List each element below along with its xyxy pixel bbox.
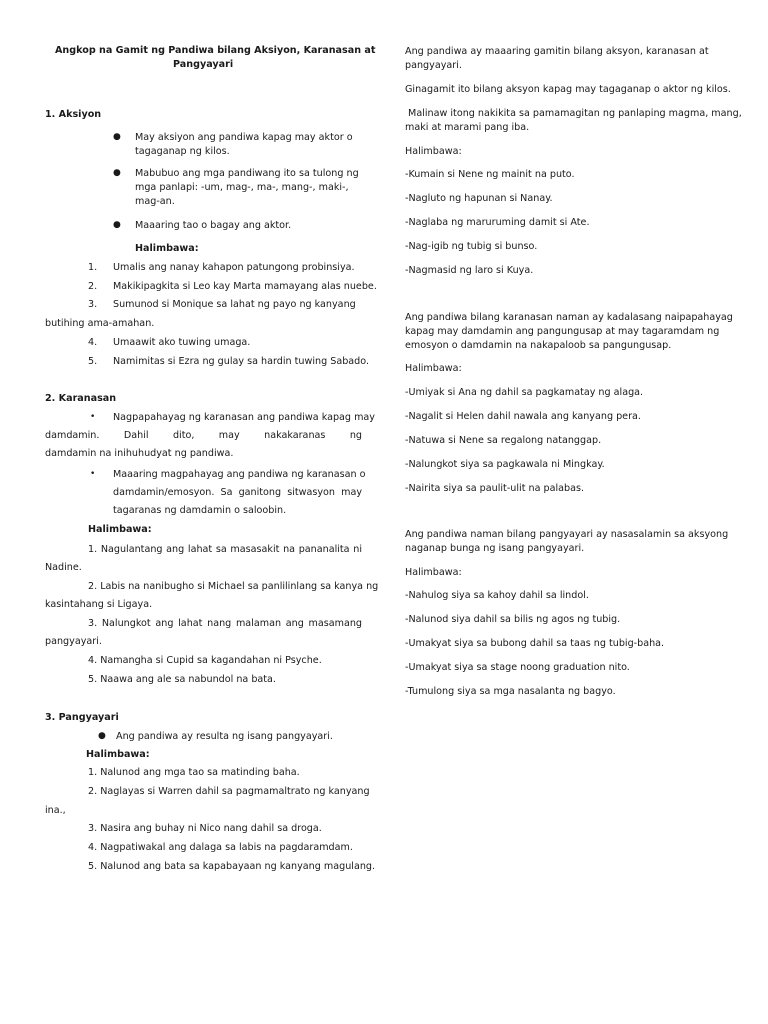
bullet-text: damdamin/emosyon. Sa ganitong sitwasyon may: [113, 487, 362, 498]
bullet-marker: ●: [113, 132, 121, 142]
example-text: 5. Nalunod ang bata sa kapabayaan ng kanyang magulang.: [88, 861, 376, 872]
example-text: -Tumulong siya sa mga nasalanta ng bagyo.: [405, 686, 616, 697]
example-text: -Naglaba ng maruruming damit si Ate.: [405, 217, 590, 228]
bullet-marker: ●: [113, 220, 121, 230]
example-text: -Nagalit si Helen dahil nawala ang kanyang pera.: [405, 411, 641, 422]
example-number: 1.: [88, 262, 98, 273]
bullet-text: mga panlapi: -um, mag-, ma-, mang-, maki-,: [135, 182, 349, 193]
bullet-text: Nagpapahayag ng karanasan ang pandiwa kapag may: [113, 412, 375, 423]
bullet-text: Ang pandiwa ay resulta ng isang pangyayari.: [116, 731, 333, 742]
bullet-marker: ●: [113, 168, 121, 178]
example-text: 2. Labis na nanibugho si Michael sa panlilinlang sa kanya ng: [88, 581, 379, 592]
section-heading-karanasan: 2. Karanasan: [45, 393, 117, 404]
paragraph-line: maki at marami pang iba.: [405, 122, 530, 133]
bullet-text: damdamin. Dahil dito, may nakakaranas ng: [45, 430, 362, 441]
bullet-text: tagaganap ng kilos.: [135, 146, 230, 157]
example-text: 4. Nagpatiwakal ang dalaga sa labis na pagdaramdam.: [88, 842, 353, 853]
example-text: -Natuwa si Nene sa regalong natanggap.: [405, 435, 602, 446]
paragraph-line: Ang pandiwa ay maaaring gamitin bilang aksyon, karanasan at: [405, 46, 709, 57]
example-text: -Nagmasid ng laro si Kuya.: [405, 265, 534, 276]
bullet-text: May aksiyon ang pandiwa kapag may aktor o: [135, 132, 353, 143]
bullet-text: damdamin na inihuhudyat ng pandiwa.: [45, 448, 234, 459]
example-text: Umaawit ako tuwing umaga.: [113, 337, 251, 348]
bullet-marker: ●: [98, 731, 106, 741]
halimbawa-label: Halimbawa:: [405, 363, 462, 374]
example-text: -Nairita siya sa paulit-ulit na palabas.: [405, 483, 585, 494]
section-heading-aksiyon: 1. Aksiyon: [45, 109, 102, 120]
example-text-continued: pangyayari.: [45, 636, 102, 647]
paragraph-line: pangyayari.: [405, 60, 462, 71]
halimbawa-label: Halimbawa:: [405, 146, 462, 157]
paragraph-line: Ang pandiwa bilang karanasan naman ay kadalasang naipapahayag: [405, 312, 733, 323]
halimbawa-label: Halimbawa:: [88, 524, 152, 535]
example-number: 2.: [88, 281, 98, 292]
halimbawa-label: Halimbawa:: [86, 749, 150, 760]
example-number: 4.: [88, 337, 98, 348]
example-text-continued: butihing ama-amahan.: [45, 318, 155, 329]
paragraph-line: Malinaw itong nakikita sa pamamagitan ng panlaping magma, mang,: [405, 108, 742, 119]
example-text: -Kumain si Nene ng mainit na puto.: [405, 169, 575, 180]
bullet-text: Mabubuo ang mga pandiwang ito sa tulong ng: [135, 168, 359, 179]
bullet-text: tagaranas ng damdamin o saloobin.: [113, 505, 287, 516]
bullet-text: Maaaring magpahayag ang pandiwa ng karanasan o: [113, 469, 366, 480]
halimbawa-label: Halimbawa:: [135, 243, 199, 254]
example-text: -Nalunod siya dahil sa bilis ng agos ng tubig.: [405, 614, 621, 625]
example-text: Namimitas si Ezra ng gulay sa hardin tuwing Sabado.: [113, 356, 370, 367]
paragraph-line: Ginagamit ito bilang aksyon kapag may tagaganap o aktor ng kilos.: [405, 84, 731, 95]
document-title-line1: Angkop na Gamit ng Pandiwa bilang Aksiyon, Karanasan at: [55, 45, 376, 56]
example-text: 4. Namangha si Cupid sa kagandahan ni Psyche.: [88, 655, 322, 666]
paragraph-line: kapag may damdamin ang pangungusap at may tagaramdam ng: [405, 326, 720, 337]
example-text-continued: ina.,: [45, 805, 66, 816]
example-text: 3. Nalungkot ang lahat nang malaman ang masamang: [88, 618, 362, 629]
example-text: -Umiyak si Ana ng dahil sa pagkamatay ng alaga.: [405, 387, 644, 398]
example-text: Umalis ang nanay kahapon patungong probinsiya.: [113, 262, 355, 273]
bullet-text: mag-an.: [135, 196, 175, 207]
example-text: 1. Nagulantang ang lahat sa masasakit na pananalita ni: [88, 544, 362, 555]
example-text: -Nalungkot siya sa pagkawala ni Mingkay.: [405, 459, 605, 470]
bullet-marker: •: [90, 469, 96, 479]
paragraph-line: Ang pandiwa naman bilang pangyayari ay nasasalamin sa aksyong: [405, 529, 729, 540]
example-text: 3. Nasira ang buhay ni Nico nang dahil sa droga.: [88, 823, 322, 834]
example-text: -Umakyat siya sa bubong dahil sa taas ng tubig-baha.: [405, 638, 665, 649]
example-text: Sumunod si Monique sa lahat ng payo ng kanyang: [113, 299, 356, 310]
example-text: -Nagluto ng hapunan si Nanay.: [405, 193, 553, 204]
bullet-text: Maaaring tao o bagay ang aktor.: [135, 220, 292, 231]
example-number: 3.: [88, 299, 98, 310]
example-text: -Nahulog siya sa kahoy dahil sa lindol.: [405, 590, 589, 601]
example-text: Makikipagkita si Leo kay Marta mamayang alas nuebe.: [113, 281, 377, 292]
paragraph-line: naganap bunga ng isang pangyayari.: [405, 543, 585, 554]
example-text: 5. Naawa ang ale sa nabundol na bata.: [88, 674, 276, 685]
section-heading-pangyayari: 3. Pangyayari: [45, 712, 119, 723]
paragraph-line: emosyon o damdamin na nakapaloob sa pangungusap.: [405, 340, 672, 351]
example-text: -Umakyat siya sa stage noong graduation nito.: [405, 662, 630, 673]
example-text-continued: kasintahang si Ligaya.: [45, 599, 153, 610]
example-text: -Nag-igib ng tubig si bunso.: [405, 241, 538, 252]
document-title-line2: Pangyayari: [173, 59, 234, 70]
example-number: 5.: [88, 356, 98, 367]
bullet-marker: •: [90, 412, 96, 422]
example-text-continued: Nadine.: [45, 562, 82, 573]
halimbawa-label: Halimbawa:: [405, 567, 462, 578]
example-text: 1. Nalunod ang mga tao sa matinding baha.: [88, 767, 300, 778]
example-text: 2. Naglayas si Warren dahil sa pagmamaltrato ng kanyang: [88, 786, 370, 797]
